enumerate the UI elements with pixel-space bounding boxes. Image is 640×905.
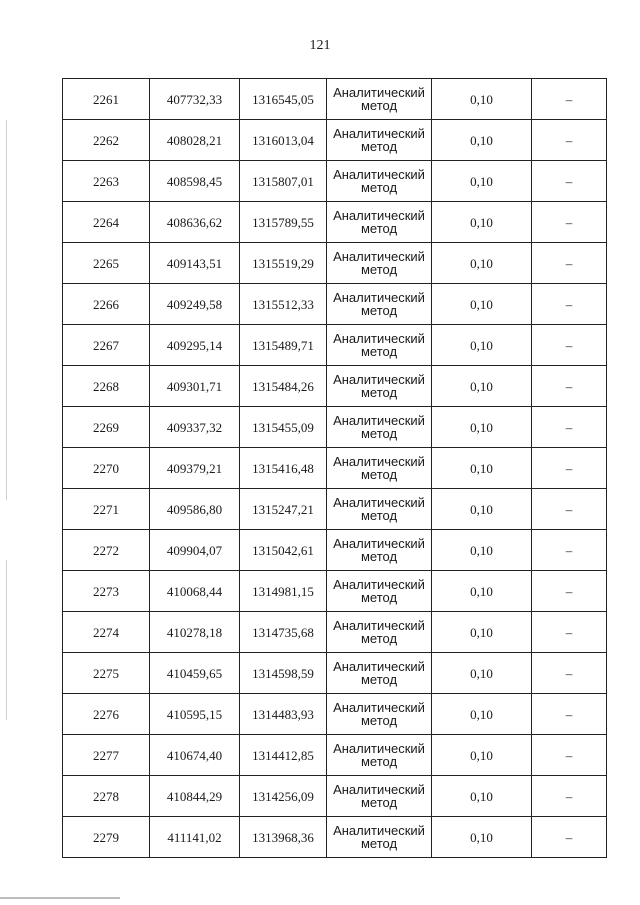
y-coordinate-cell: 1314598,59 (240, 653, 327, 694)
accuracy-cell: 0,10 (432, 79, 532, 120)
point-number-cell: 2271 (63, 489, 150, 530)
y-coordinate-cell: 1315042,61 (240, 530, 327, 571)
method-cell (327, 366, 432, 407)
method-line-1: Аналитический (333, 782, 425, 797)
table-body (63, 79, 607, 858)
y-coordinate-cell: 1314256,09 (240, 776, 327, 817)
method-line-1: Аналитический (333, 208, 425, 223)
method-cell (327, 612, 432, 653)
point-number-cell: 2279 (63, 817, 150, 858)
method-line-2: метод (360, 631, 398, 646)
accuracy-cell: 0,10 (432, 202, 532, 243)
point-number-cell: 2273 (63, 571, 150, 612)
y-coordinate-cell: 1315519,29 (240, 243, 327, 284)
x-coordinate-cell: 410068,44 (150, 571, 240, 612)
accuracy-cell: 0,10 (432, 120, 532, 161)
accuracy-cell: 0,10 (432, 161, 532, 202)
method-cell (327, 653, 432, 694)
note-cell: – (532, 694, 607, 735)
y-coordinate-cell: 1314412,85 (240, 735, 327, 776)
method-line-2: метод (360, 754, 398, 769)
method-line-2: метод (360, 590, 398, 605)
method-line-2: метод (360, 713, 398, 728)
table-row (63, 243, 607, 284)
method-cell (327, 161, 432, 202)
note-cell: – (532, 120, 607, 161)
method-line-2: метод (360, 508, 398, 523)
y-coordinate-cell: 1316545,05 (240, 79, 327, 120)
method-line-2: метод (360, 795, 398, 810)
method-line-2: метод (360, 836, 398, 851)
point-number-cell: 2261 (63, 79, 150, 120)
method-line-1: Аналитический (333, 85, 425, 100)
accuracy-cell: 0,10 (432, 530, 532, 571)
method-line-1: Аналитический (333, 126, 425, 141)
scan-edge-mark (6, 120, 7, 500)
x-coordinate-cell: 409586,80 (150, 489, 240, 530)
table-row (63, 817, 607, 858)
method-line-2: метод (360, 672, 398, 687)
accuracy-cell: 0,10 (432, 694, 532, 735)
method-line-2: метод (360, 344, 398, 359)
accuracy-cell: 0,10 (432, 284, 532, 325)
note-cell: – (532, 489, 607, 530)
note-cell: – (532, 161, 607, 202)
method-line-2: метод (360, 467, 398, 482)
point-number-cell: 2265 (63, 243, 150, 284)
accuracy-cell: 0,10 (432, 448, 532, 489)
method-cell (327, 120, 432, 161)
accuracy-cell: 0,10 (432, 325, 532, 366)
x-coordinate-cell: 409904,07 (150, 530, 240, 571)
method-cell (327, 530, 432, 571)
accuracy-cell: 0,10 (432, 653, 532, 694)
method-cell (327, 243, 432, 284)
scan-bottom-rule (0, 897, 120, 899)
x-coordinate-cell: 409379,21 (150, 448, 240, 489)
method-line-2: метод (360, 549, 398, 564)
method-line-2: метод (360, 98, 398, 113)
y-coordinate-cell: 1313968,36 (240, 817, 327, 858)
note-cell: – (532, 407, 607, 448)
x-coordinate-cell: 410595,15 (150, 694, 240, 735)
y-coordinate-cell: 1316013,04 (240, 120, 327, 161)
method-line-1: Аналитический (333, 741, 425, 756)
table-row (63, 571, 607, 612)
x-coordinate-cell: 410459,65 (150, 653, 240, 694)
table-row (63, 325, 607, 366)
note-cell: – (532, 653, 607, 694)
note-cell: – (532, 325, 607, 366)
method-cell (327, 571, 432, 612)
table-row (63, 161, 607, 202)
x-coordinate-cell: 409337,32 (150, 407, 240, 448)
table-row (63, 202, 607, 243)
table-row (63, 284, 607, 325)
method-line-1: Аналитический (333, 290, 425, 305)
method-cell (327, 79, 432, 120)
note-cell: – (532, 776, 607, 817)
accuracy-cell: 0,10 (432, 817, 532, 858)
coordinates-table (62, 78, 607, 858)
x-coordinate-cell: 408028,21 (150, 120, 240, 161)
method-line-1: Аналитический (333, 495, 425, 510)
method-cell (327, 489, 432, 530)
y-coordinate-cell: 1315807,01 (240, 161, 327, 202)
note-cell: – (532, 530, 607, 571)
y-coordinate-cell: 1315455,09 (240, 407, 327, 448)
method-cell (327, 284, 432, 325)
method-line-1: Аналитический (333, 167, 425, 182)
accuracy-cell: 0,10 (432, 366, 532, 407)
accuracy-cell: 0,10 (432, 571, 532, 612)
method-cell (327, 202, 432, 243)
x-coordinate-cell: 409249,58 (150, 284, 240, 325)
x-coordinate-cell: 410844,29 (150, 776, 240, 817)
x-coordinate-cell: 411141,02 (150, 817, 240, 858)
method-line-1: Аналитический (333, 331, 425, 346)
method-line-1: Аналитический (333, 618, 425, 633)
method-line-1: Аналитический (333, 823, 425, 838)
method-cell (327, 407, 432, 448)
method-cell (327, 325, 432, 366)
point-number-cell: 2278 (63, 776, 150, 817)
point-number-cell: 2270 (63, 448, 150, 489)
y-coordinate-cell: 1315489,71 (240, 325, 327, 366)
note-cell: – (532, 448, 607, 489)
method-line-2: метод (360, 303, 398, 318)
method-line-2: метод (360, 221, 398, 236)
page-number: 121 (309, 38, 331, 53)
method-cell (327, 694, 432, 735)
method-line-1: Аналитический (333, 372, 425, 387)
y-coordinate-cell: 1314981,15 (240, 571, 327, 612)
x-coordinate-cell: 409301,71 (150, 366, 240, 407)
y-coordinate-cell: 1314483,93 (240, 694, 327, 735)
accuracy-cell: 0,10 (432, 612, 532, 653)
method-line-2: метод (360, 139, 398, 154)
accuracy-cell: 0,10 (432, 243, 532, 284)
y-coordinate-cell: 1315484,26 (240, 366, 327, 407)
accuracy-cell: 0,10 (432, 407, 532, 448)
y-coordinate-cell: 1315416,48 (240, 448, 327, 489)
table-row (63, 735, 607, 776)
note-cell: – (532, 284, 607, 325)
method-line-1: Аналитический (333, 700, 425, 715)
point-number-cell: 2269 (63, 407, 150, 448)
method-line-1: Аналитический (333, 536, 425, 551)
x-coordinate-cell: 408598,45 (150, 161, 240, 202)
accuracy-cell: 0,10 (432, 735, 532, 776)
x-coordinate-cell: 410278,18 (150, 612, 240, 653)
method-line-1: Аналитический (333, 249, 425, 264)
x-coordinate-cell: 409143,51 (150, 243, 240, 284)
method-line-1: Аналитический (333, 577, 425, 592)
note-cell: – (532, 817, 607, 858)
x-coordinate-cell: 410674,40 (150, 735, 240, 776)
point-number-cell: 2266 (63, 284, 150, 325)
table-row (63, 448, 607, 489)
note-cell: – (532, 79, 607, 120)
scan-edge-mark (6, 560, 7, 720)
method-line-2: метод (360, 426, 398, 441)
note-cell: – (532, 366, 607, 407)
point-number-cell: 2262 (63, 120, 150, 161)
note-cell: – (532, 243, 607, 284)
method-line-2: метод (360, 262, 398, 277)
table-row (63, 79, 607, 120)
x-coordinate-cell: 407732,33 (150, 79, 240, 120)
table-row (63, 120, 607, 161)
method-line-2: метод (360, 385, 398, 400)
point-number-cell: 2268 (63, 366, 150, 407)
point-number-cell: 2272 (63, 530, 150, 571)
method-cell (327, 817, 432, 858)
table-row (63, 612, 607, 653)
method-cell (327, 776, 432, 817)
accuracy-cell: 0,10 (432, 776, 532, 817)
y-coordinate-cell: 1315247,21 (240, 489, 327, 530)
point-number-cell: 2274 (63, 612, 150, 653)
note-cell: – (532, 612, 607, 653)
note-cell: – (532, 202, 607, 243)
note-cell: – (532, 571, 607, 612)
method-cell (327, 735, 432, 776)
table-row (63, 653, 607, 694)
method-line-2: метод (360, 180, 398, 195)
table-row (63, 530, 607, 571)
note-cell: – (532, 735, 607, 776)
table-row (63, 489, 607, 530)
method-line-1: Аналитический (333, 454, 425, 469)
x-coordinate-cell: 409295,14 (150, 325, 240, 366)
point-number-cell: 2264 (63, 202, 150, 243)
method-line-1: Аналитический (333, 659, 425, 674)
point-number-cell: 2276 (63, 694, 150, 735)
accuracy-cell: 0,10 (432, 489, 532, 530)
y-coordinate-cell: 1315789,55 (240, 202, 327, 243)
point-number-cell: 2277 (63, 735, 150, 776)
x-coordinate-cell: 408636,62 (150, 202, 240, 243)
method-cell (327, 448, 432, 489)
table-row (63, 407, 607, 448)
point-number-cell: 2275 (63, 653, 150, 694)
point-number-cell: 2263 (63, 161, 150, 202)
y-coordinate-cell: 1315512,33 (240, 284, 327, 325)
method-line-1: Аналитический (333, 413, 425, 428)
y-coordinate-cell: 1314735,68 (240, 612, 327, 653)
table-row (63, 694, 607, 735)
table-row (63, 776, 607, 817)
point-number-cell: 2267 (63, 325, 150, 366)
table-row (63, 366, 607, 407)
